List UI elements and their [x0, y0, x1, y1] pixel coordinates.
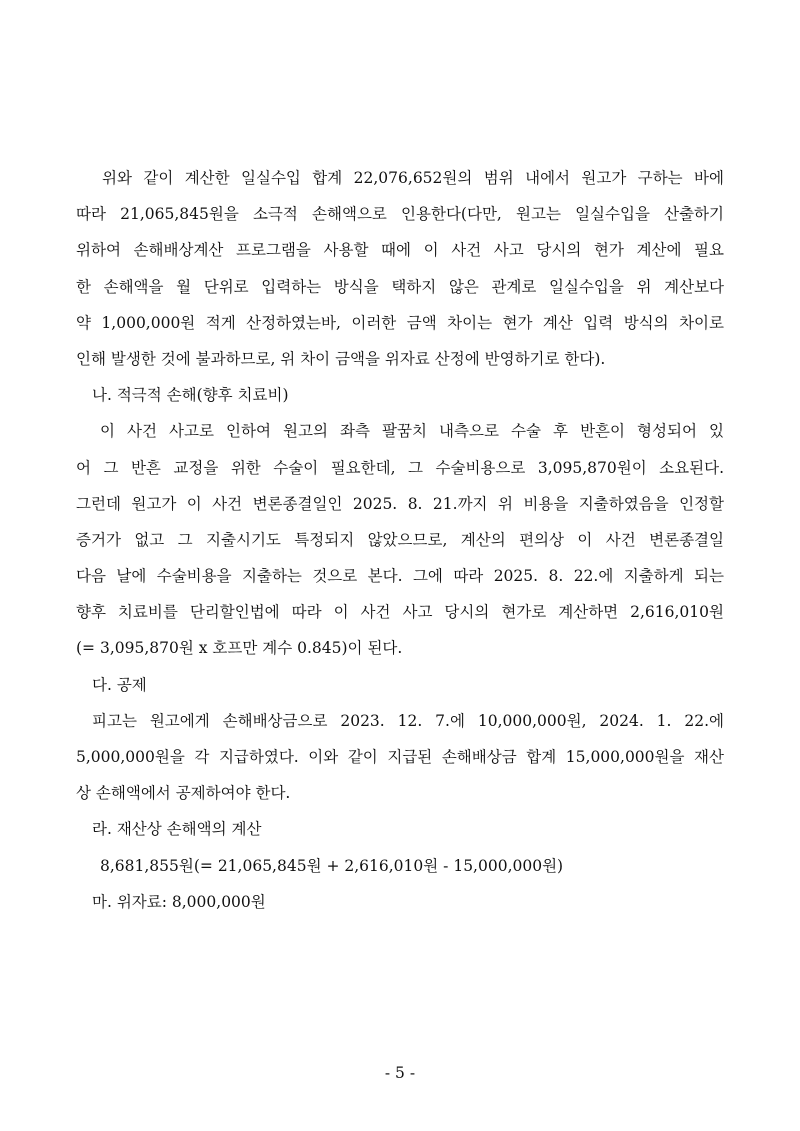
- page-number: - 5 -: [384, 1064, 416, 1082]
- paragraph-deduction: [76, 703, 724, 812]
- text-line: 다음 날에 수술비용을 지출하는 것으로 본다. 그에 따라 2025. 8. 22.에 지출하게 되는: [76, 567, 724, 586]
- text-line: 상 손해액에서 공제하여야 한다.: [76, 784, 291, 803]
- document-body: [76, 160, 724, 920]
- calculation-line: 8,681,855원(= 21,065,845원 + 2,616,010원 - 15,000,000원): [100, 856, 564, 875]
- paragraph-lost-income: [76, 160, 724, 377]
- section-heading-ma: 마. 위자료: 8,000,000원: [92, 892, 266, 911]
- section-heading-ra: 라. 재산상 손해액의 계산: [92, 820, 262, 839]
- paragraph-future-treatment: [76, 413, 724, 666]
- text-line: 약 1,000,000원 적게 산정하였는바, 이러한 금액 차이는 현가 계산 입력 방식의 차이로: [76, 313, 724, 332]
- text-line: 이 사건 사고로 인하여 원고의 좌측 팔꿈치 내측으로 수술 후 반흔이 형성되어 있: [100, 422, 724, 441]
- text-line: 증거가 없고 그 지출시기도 특정되지 않았으므로, 계산의 편의상 이 사건 변론종결일: [76, 530, 724, 549]
- section-heading-na: 나. 적극적 손해(향후 치료비): [92, 386, 289, 405]
- text-line: 피고는 원고에게 손해배상금으로 2023. 12. 7.에 10,000,000원, 2024. 1. 22.에: [92, 711, 724, 730]
- text-line: 인해 발생한 것에 불과하므로, 위 차이 금액을 위자료 산정에 반영하기로 한다).: [76, 349, 606, 368]
- text-line: 그런데 원고가 이 사건 변론종결일인 2025. 8. 21.까지 위 비용을 지출하였음을 인정할: [76, 494, 724, 513]
- text-line: 위와 같이 계산한 일실수입 합계 22,076,652원의 범위 내에서 원고가 구하는 바에: [102, 169, 724, 187]
- text-line: 한 손해액을 월 단위로 입력하는 방식을 택하지 않은 관계로 일실수입을 위 계산보다: [76, 277, 724, 296]
- text-line: (= 3,095,870원 x 호프만 계수 0.845)이 된다.: [76, 639, 403, 658]
- text-line: 향후 치료비를 단리할인법에 따라 이 사건 사고 당시의 현가로 계산하면 2,616,010원: [76, 603, 724, 622]
- text-line: 어 그 반흔 교정을 위한 수술이 필요한데, 그 수술비용으로 3,095,870원이 소요된다.: [76, 458, 724, 477]
- text-line: 5,000,000원을 각 지급하였다. 이와 같이 지급된 손해배상금 합계 15,000,000원을 재산: [76, 748, 724, 766]
- text-line: 위하여 손해배상계산 프로그램을 사용할 때에 이 사건 사고 당시의 현가 계산에 필요: [76, 241, 724, 260]
- text-line: 따라 21,065,845원을 소극적 손해액으로 인용한다(다만, 원고는 일실수입을 산출하기: [76, 205, 724, 224]
- section-heading-da: 다. 공제: [92, 675, 147, 694]
